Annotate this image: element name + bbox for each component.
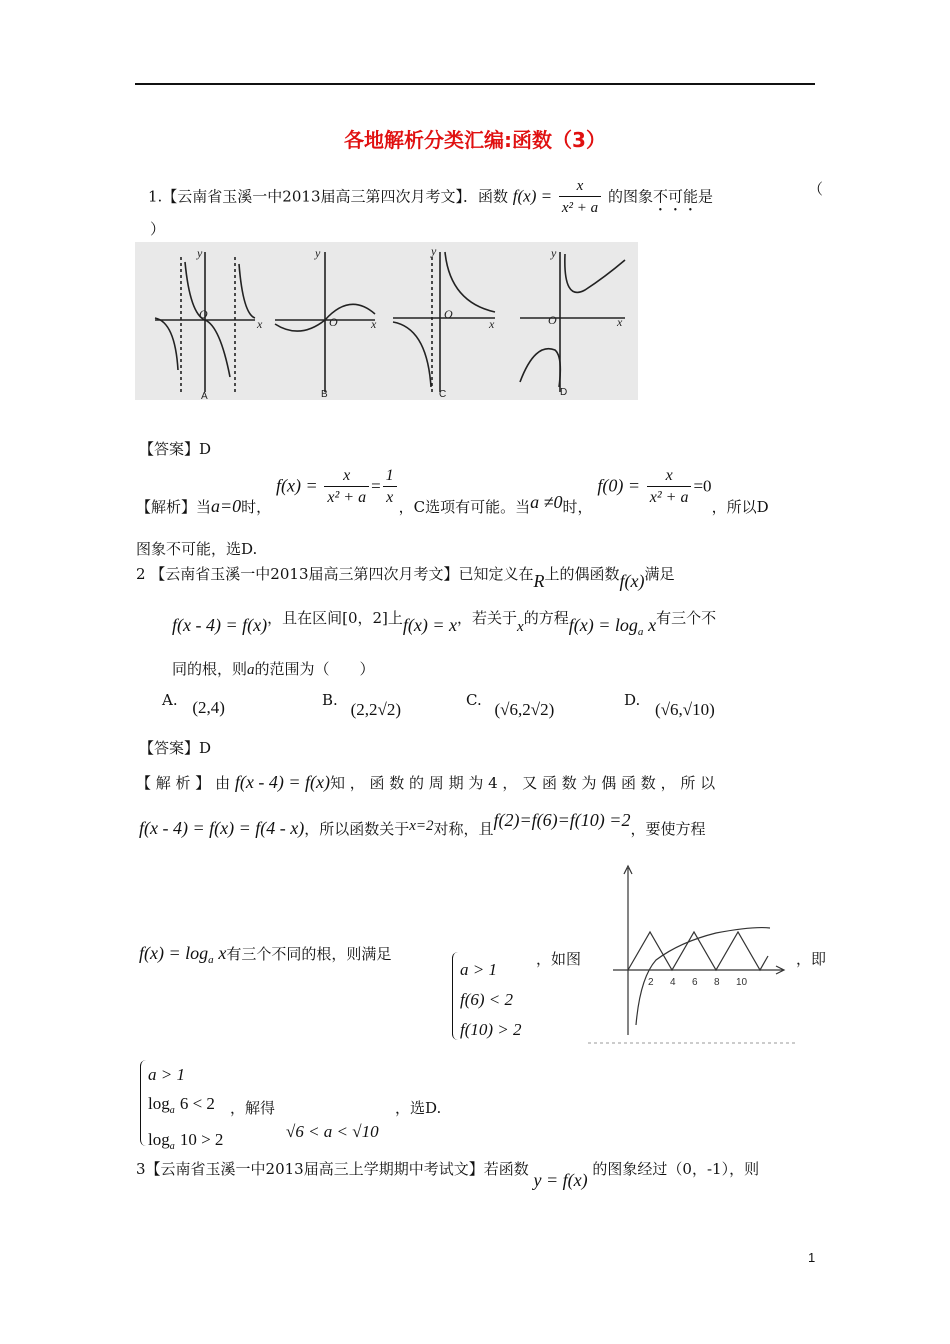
svg-text:x: x: [617, 315, 623, 329]
graph-a-branch-3: [239, 264, 255, 318]
page-number: 1: [808, 1250, 816, 1265]
svg-text:y: y: [197, 246, 203, 260]
graph-d-branch-2: [520, 349, 560, 387]
svg-text:10: 10: [736, 977, 748, 988]
q1-graphs-panel: [135, 242, 638, 400]
q2-expl-ru-tu: ，如图: [536, 950, 582, 968]
q1-cond1: a=0: [211, 495, 242, 516]
q1-paren-close: ）: [150, 220, 166, 238]
q1-prefix: 1.【云南省玉溪一中2013届高三第四次月考文】．函数: [148, 187, 508, 206]
q2-system2-brace: [140, 1060, 147, 1146]
q2-line1: 2 【云南省玉溪一中2013届高三第四次月考文】已知定义在R上的偶函数f(x)满足: [136, 565, 675, 591]
q2-choose: ，选D.: [395, 1099, 442, 1117]
svg-text:O: O: [199, 307, 208, 321]
q1-cond2: a ≠0: [530, 491, 563, 512]
q2-system1: a > 1 f(6) < 2 f(10) > 2: [460, 960, 522, 1039]
svg-text:x: x: [257, 317, 263, 331]
q2-line3: 同的根，则a的范围为（ ）: [172, 660, 375, 678]
q1-explanation: 【解析】当a=0时， f(x) = $\frac{x}{\text{x² + a}}$ = $\frac{1}{x}$ ，C选项有可能。当a ≠0时， f(0) = $\frac{x}{\text{x² + a}}$ =0，所以D: [136, 467, 769, 516]
q2-option-c[interactable]: C. (√6,2√2): [466, 691, 555, 719]
page-title: 各地解析分类汇编:函数（3）: [344, 128, 606, 152]
q2-system1-brace: [452, 952, 459, 1040]
q1-suffix-pre: 的图象: [607, 187, 653, 206]
q1-paren-open: （: [808, 180, 824, 198]
svg-text:8: 8: [714, 977, 720, 988]
svg-text:x: x: [371, 317, 377, 331]
q1-fraction: $\frac{x}{\text{x² + a}}$: [559, 176, 601, 219]
svg-text:O: O: [329, 315, 338, 329]
q2-figure-svg: [588, 860, 798, 1045]
graph-label-d: D: [560, 387, 568, 398]
q2-option-a[interactable]: A. (2,4): [162, 691, 225, 717]
q2-expl-line1: 【 解 析 】 由 f(x - 4) = f(x)知 ， 函 数 的 周 期 为 4 ， 又 函 数 为 偶 函 数 ， 所 以: [136, 772, 716, 792]
graph-c-branch-1: [445, 252, 495, 312]
q2-expl-ji: ，即: [796, 950, 827, 968]
q2-answer: 【答案】D: [139, 739, 212, 757]
graph-a-branch-1: [155, 318, 178, 370]
q2-result: √6 < a < √10: [286, 1122, 379, 1141]
q1-expl-end: 图象不可能，选D.: [136, 540, 258, 558]
svg-text:O: O: [444, 307, 453, 321]
graph-label-a: A: [201, 391, 208, 400]
svg-text:x: x: [489, 317, 495, 331]
q2-expl-line3: $f(x) = \log_a x$有三个不同的根，则满足: [139, 943, 392, 966]
svg-text:y: y: [551, 246, 557, 260]
svg-text:4: 4: [670, 977, 676, 988]
q2-solve: ，解得: [230, 1099, 276, 1117]
q1-expl-fx: f(x) =: [275, 475, 318, 496]
graph-d-branch-1: [565, 254, 625, 292]
svg-text:y: y: [315, 246, 321, 260]
q2-system2: a > 1 $\log_a 6 < 2$ $\log_a 10 > 2$: [148, 1065, 224, 1153]
graph-label-b: B: [321, 389, 328, 400]
q1-emphasis: 不可能: [652, 187, 698, 206]
q1-stem: [148, 176, 713, 219]
q2-expl-line2: f(x - 4) = f(x) = f(4 - x)，所以函数关于x=2对称，且f(2)=f(6)=f(10) =2，要使方程: [139, 810, 706, 838]
svg-text:O: O: [548, 313, 557, 327]
q1-graphs-svg: [135, 242, 638, 400]
q2-figure: [588, 860, 798, 1045]
q2-option-d[interactable]: D. (√6,√10): [624, 691, 715, 719]
q3-line1: 3【云南省玉溪一中2013届高三上学期期中考试文】若函数 y = f(x) 的图象经过（0，-1），则: [136, 1160, 760, 1190]
q1-answer: 【答案】D: [139, 440, 212, 458]
graph-c-branch-2: [393, 322, 431, 387]
svg-text:6: 6: [692, 977, 698, 988]
q2-line2: f(x - 4) = f(x)，且在区间[0，2]上f(x) = x，若关于x的方程$f(x) = \log_a x$有三个不: [172, 609, 717, 638]
svg-text:y: y: [431, 244, 437, 258]
q1-fx: f(x) =: [512, 186, 553, 206]
q1-suffix-post: 是: [697, 187, 713, 206]
header-rule: [135, 83, 815, 85]
svg-text:2: 2: [648, 977, 654, 988]
graph-label-c: C: [439, 389, 447, 400]
q2-option-b[interactable]: B. (2,2√2): [322, 691, 401, 719]
